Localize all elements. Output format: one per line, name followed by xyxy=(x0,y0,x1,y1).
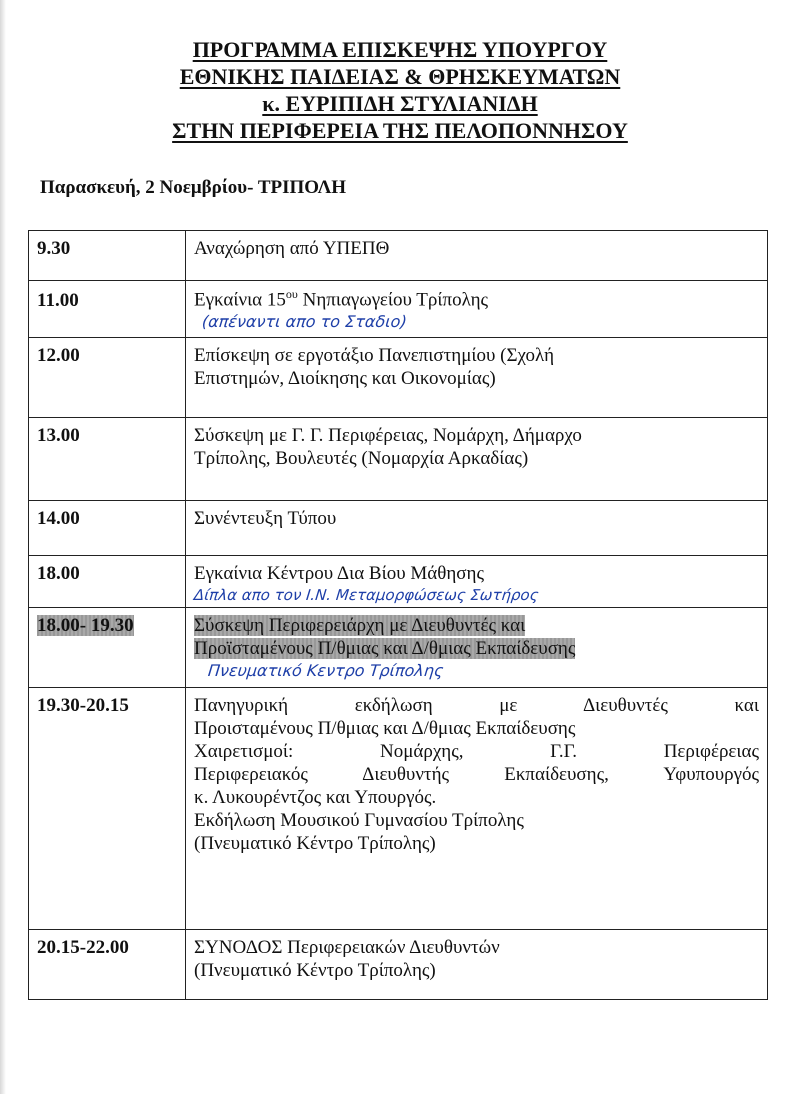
table-row xyxy=(29,231,768,281)
table-row xyxy=(29,930,768,1000)
highlighted-text: Σύσκεψη Περιφερειάρχη με Διευθυντές και xyxy=(194,615,526,636)
description-cell xyxy=(186,501,768,556)
time-cell: 11.00 xyxy=(29,281,186,338)
time-cell: 19.30-20.15 xyxy=(29,688,186,930)
description-line: ΣΥΝΟΔΟΣ Περιφερειακών Διευθυντών xyxy=(194,937,500,958)
ordinal-suffix: ου xyxy=(285,287,298,301)
description-cell xyxy=(186,231,768,281)
table-row xyxy=(29,418,768,501)
description-cell xyxy=(186,418,768,501)
time-cell: 14.00 xyxy=(29,501,186,556)
description-text: Εγκαίνια 15 xyxy=(194,289,286,311)
table-row xyxy=(29,556,768,608)
description-line: (Πνευματικό Κέντρο Τρίπολης) xyxy=(194,960,436,981)
time-cell: 13.00 xyxy=(29,418,186,501)
description-line: Σύσκεψη με Γ. Γ. Περιφέρειας, Νομάρχη, Δήμαρχο xyxy=(194,425,582,446)
title-line: κ. ΕΥΡΙΠΙΔΗ ΣΤΥΛΙΑΝΙΔΗ xyxy=(262,91,538,116)
description-line: Επίσκεψη σε εργοτάξιο Πανεπιστημίου (Σχολή xyxy=(194,345,555,366)
highlighted-text: Προϊσταμένους Π/θμιας και Δ/θμιας Εκπαίδευσης xyxy=(194,638,576,659)
table-row xyxy=(29,281,768,338)
time-cell: 20.15-22.00 xyxy=(29,930,186,1000)
description-line: Συνέντευξη Τύπου xyxy=(194,508,337,529)
description-line: Προισταμένους Π/θμιας και Δ/θμιας Εκπαίδευσης xyxy=(194,718,576,739)
table-row xyxy=(29,688,768,930)
description-cell xyxy=(186,608,768,688)
description-line xyxy=(194,637,759,660)
title-line: ΕΘΝΙΚΗΣ ΠΑΙΔΕΙΑΣ & ΘΡΗΣΚΕΥΜΑΤΩΝ xyxy=(179,64,621,89)
description-line: κ. Λυκουρέντζος και Υπουργός. xyxy=(194,787,437,808)
description-line: Τρίπολης, Βουλευτές (Νομαρχία Αρκαδίας) xyxy=(194,448,529,469)
description-cell xyxy=(186,688,768,930)
time-cell: 18.00 xyxy=(29,556,186,608)
description-cell xyxy=(186,338,768,418)
description-line: Εγκαίνια Κέντρου Δια Βίου Μάθησης xyxy=(194,563,484,584)
description-line: Χαιρετισμοί: Νομάρχης, Γ.Γ. Περιφέρειας xyxy=(194,741,759,762)
description-line: (Πνευματικό Κέντρο Τρίπολης) xyxy=(194,833,436,854)
time-cell: 9.30 xyxy=(29,231,186,281)
description-line: Εκδήλωση Μουσικού Γυμνασίου Τρίπολης xyxy=(194,810,524,831)
description-line: Επιστημών, Διοίκησης και Οικονομίας) xyxy=(194,368,496,389)
description-text: Νηπιαγωγείου Τρίπολης xyxy=(297,289,489,311)
scan-edge-shadow xyxy=(0,0,6,1094)
handwritten-note: Δίπλα απο τον Ι.Ν. Μεταμορφώσεως Σωτήρος xyxy=(193,586,540,604)
description-line: Αναχώρηση από ΥΠΕΠΘ xyxy=(194,238,390,259)
title-line: ΠΡΟΓΡΑΜΜΑ ΕΠΙΣΚΕΨΗΣ ΥΠΟΥΡΓΟΥ xyxy=(192,37,608,62)
highlighted-time: 18.00- 19.30 xyxy=(37,615,134,636)
time-cell xyxy=(29,608,186,688)
table-row xyxy=(29,338,768,418)
schedule-table xyxy=(28,230,768,1000)
description-line: Περιφερειακός Διευθυντής Εκπαίδευσης, Υφυπουργός xyxy=(194,764,759,785)
title-line: ΣΤΗΝ ΠΕΡΙΦΕΡΕΙΑ ΤΗΣ ΠΕΛΟΠΟΝΝΗΣΟΥ xyxy=(172,118,628,143)
handwritten-note: (απέναντι απο το Σταδιο) xyxy=(201,312,408,332)
time-cell: 12.00 xyxy=(29,338,186,418)
table-row xyxy=(29,501,768,556)
table-row xyxy=(29,608,768,688)
description-line: Πανηγυρική εκδήλωση με Διευθυντές και xyxy=(194,695,759,716)
description-cell xyxy=(186,930,768,1000)
handwritten-note: Πνευματικό Κεντρο Τρίπολης xyxy=(207,661,445,680)
description-cell xyxy=(186,556,768,608)
document-title xyxy=(60,36,740,144)
day-location-line: Παρασκευή, 2 Νοεμβρίου- ΤΡΙΠΟΛΗ xyxy=(40,177,347,198)
description-cell xyxy=(186,281,768,338)
description-line xyxy=(194,614,759,637)
description-line xyxy=(194,283,759,311)
